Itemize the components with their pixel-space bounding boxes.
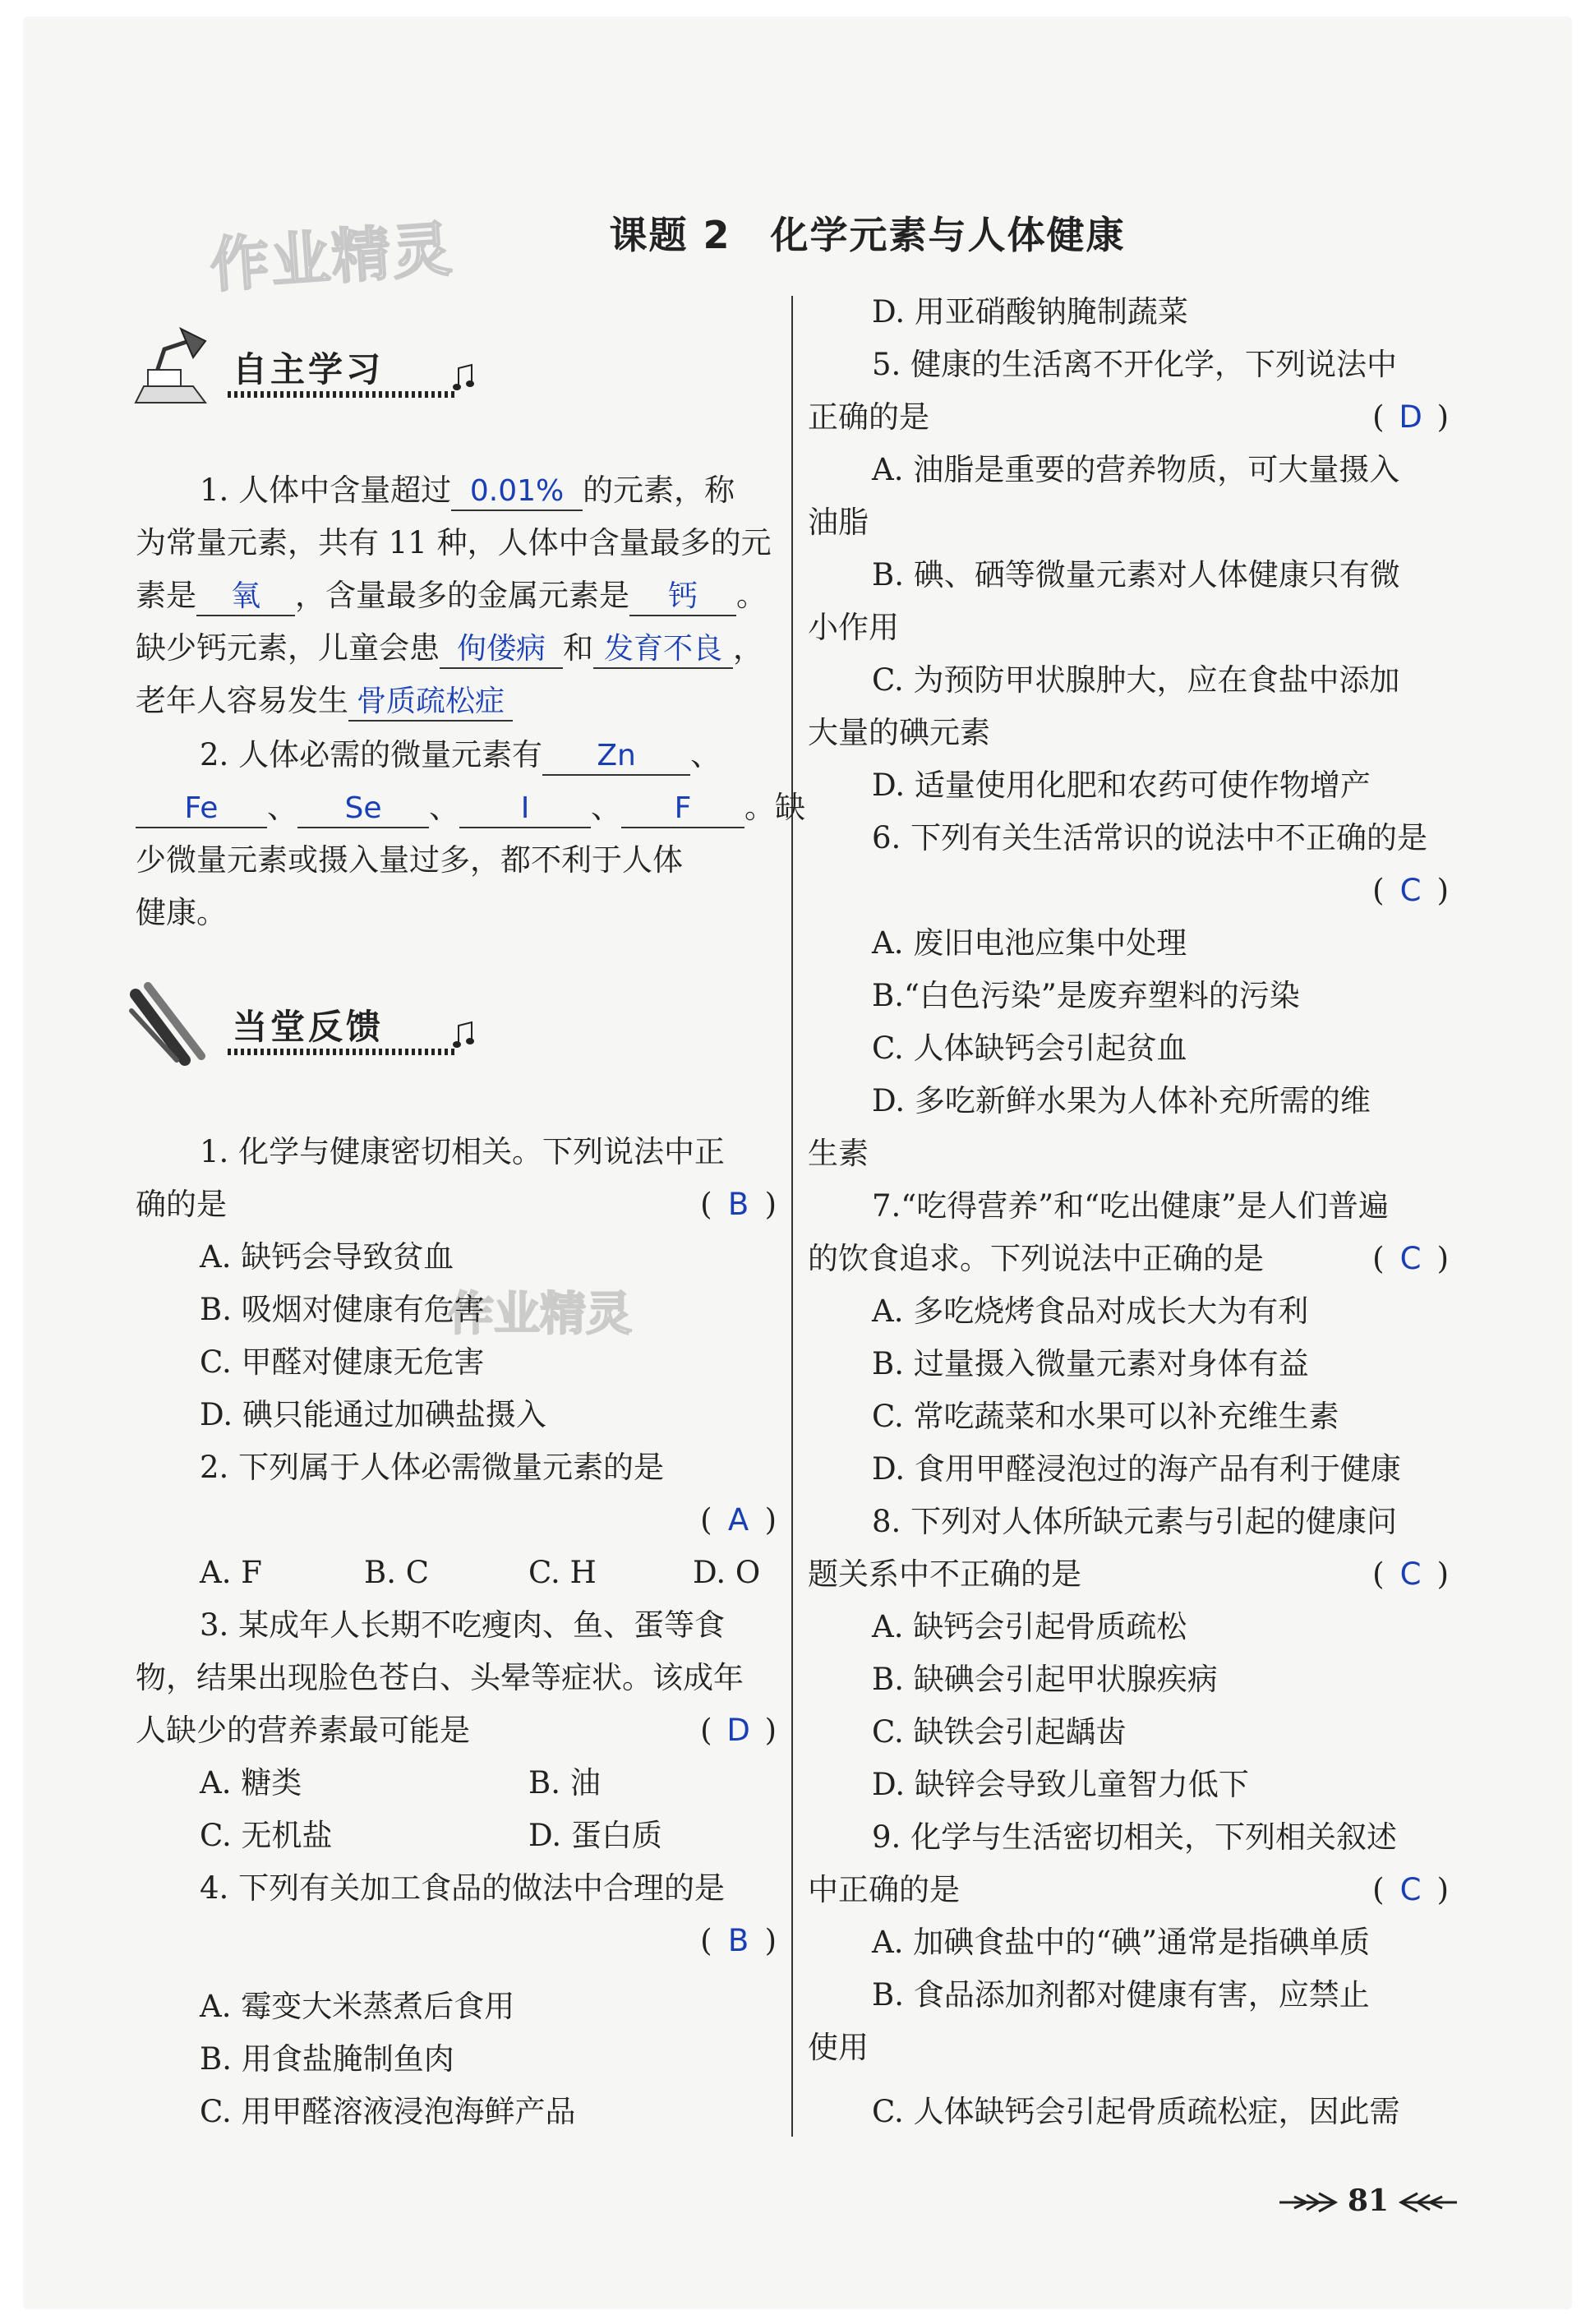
text: 和 [563, 630, 593, 666]
fb-q7-stem2 [808, 1233, 1449, 1285]
answer-bracket: ( C ) [1372, 1864, 1449, 1916]
ss-q2-line3: 少微量元素或摄入量过多，都不利于人体 [136, 842, 683, 878]
option: D. 蛋白质 [528, 1818, 662, 1853]
fb-q9-stem: 9. 化学与生活密切相关，下列相关叙述 [872, 1819, 1398, 1855]
option: B. C [364, 1555, 430, 1590]
answer-bracket: ( C ) [1372, 1233, 1449, 1285]
watermark-logo: 作业精灵 [207, 214, 456, 301]
answer-blank: 0.01% [451, 473, 583, 511]
fb-q8-stem2 [808, 1548, 1449, 1601]
option: A. 糖类 [200, 1765, 302, 1801]
option: A. 霉变大米蒸煮后食用 [200, 1989, 515, 2024]
answer-bracket: ( D ) [700, 1704, 777, 1757]
answer-value: B [727, 1923, 749, 1958]
text: 1. 人体中含量超过 [200, 473, 452, 508]
text: 。缺 [744, 790, 805, 825]
answer-bracket: ( A ) [700, 1494, 777, 1547]
option-cont: 生素 [808, 1136, 869, 1171]
option: C. 常吃蔬菜和水果可以补充维生素 [872, 1399, 1339, 1434]
text: 、 [267, 790, 297, 825]
text: 、 [690, 737, 721, 772]
answer-bracket: ( C ) [1372, 1548, 1449, 1601]
answer-blank: 氧 [196, 579, 295, 616]
answer-blank: Se [297, 791, 429, 828]
fb-q4-stem: 4. 下列有关加工食品的做法中合理的是 [200, 1870, 726, 1906]
text: 缺少钙元素，儿童会患 [136, 630, 440, 666]
answer-blank: 骨质疏松症 [348, 684, 513, 722]
ss-q1-line2: 为常量元素，共有 11 种，人体中含量最多的元 [136, 525, 772, 560]
right-ornament-icon [1397, 2188, 1459, 2216]
fb-q1-stem2 [136, 1178, 777, 1231]
desk-lamp-icon [127, 320, 226, 411]
option: C. 人体缺钙会引起贫血 [872, 1031, 1187, 1066]
option: D. 用亚硝酸钠腌制蔬菜 [872, 294, 1188, 330]
pens-icon [127, 978, 226, 1068]
option-cont: 油脂 [808, 505, 869, 540]
option: C. 为预防甲状腺肿大，应在食盐中添加 [872, 662, 1400, 698]
page-title: 课题 2 化学元素与人体健康 [609, 213, 1126, 257]
ss-q1-line1 [136, 464, 777, 517]
option: A. F [200, 1555, 262, 1590]
fb-q3-options-cd [136, 1810, 777, 1862]
music-note-icon [452, 1019, 477, 1052]
answer-blank: 发育不良 [593, 631, 733, 669]
option: C. 甲醛对健康无危害 [200, 1344, 485, 1380]
text: 的饮食追求。下列说法中正确的是 [808, 1241, 1264, 1276]
answer-blank: 佝偻病 [440, 631, 563, 669]
text: 人缺少的营养素最可能是 [136, 1713, 470, 1748]
answer-blank: Fe [136, 791, 267, 828]
column-divider [791, 296, 793, 2137]
text: 素是 [136, 578, 196, 613]
option: D. 缺锌会导致儿童智力低下 [872, 1767, 1249, 1802]
option: B. 碘、硒等微量元素对人体健康只有微 [872, 557, 1400, 593]
option: A. 油脂是重要的营养物质，可大量摄入 [872, 452, 1400, 487]
option: B. 油 [528, 1765, 601, 1801]
fb-q3-stem3 [136, 1704, 777, 1757]
option: C. H [528, 1555, 597, 1590]
fb-q3-options-ab [136, 1757, 777, 1810]
fb-q3-stem: 3. 某成年人长期不吃瘦肉、鱼、蛋等食 [200, 1607, 726, 1643]
option: D. 食用甲醛浸泡过的海产品有利于健康 [872, 1451, 1401, 1487]
page-number-block [1278, 2182, 1459, 2223]
ss-q2-line4: 健康。 [136, 895, 227, 930]
section-self-study [127, 320, 473, 411]
text: 正确的是 [808, 399, 929, 435]
option: B.“白色污染”是废弃塑料的污染 [872, 978, 1300, 1013]
answer-bracket: ( C ) [1372, 865, 1449, 917]
answer-value: C [1399, 1241, 1422, 1276]
ss-q2-line2 [136, 782, 805, 834]
fb-q9-stem2 [808, 1864, 1449, 1916]
option: B. 吸烟对健康有危害 [200, 1292, 485, 1327]
option-cont: 小作用 [808, 610, 899, 645]
text: 的元素，称 [583, 473, 735, 508]
fb-q6-stem: 6. 下列有关生活常识的说法中不正确的是 [872, 820, 1428, 855]
music-note-icon [452, 362, 477, 394]
text: 。 [736, 578, 767, 613]
ss-q1-line4 [136, 622, 777, 675]
left-ornament-icon [1278, 2188, 1339, 2216]
option: D. O [693, 1555, 761, 1590]
option: C. 无机盐 [200, 1818, 333, 1853]
text: 题关系中不正确的是 [808, 1556, 1081, 1592]
section-feedback [127, 978, 473, 1068]
option: B. 过量摄入微量元素对身体有益 [872, 1346, 1309, 1381]
section-label: 当堂反馈 [226, 1001, 390, 1054]
option: D. 适量使用化肥和农药可使作物增产 [872, 768, 1371, 803]
text: 2. 人体必需的微量元素有 [200, 737, 543, 772]
page-number: 81 [1347, 2183, 1390, 2218]
ss-q2-line1 [136, 729, 777, 782]
fb-q3-stem2: 物，结果出现脸色苍白、头晕等症状。该成年 [136, 1660, 744, 1695]
section-label: 自主学习 [226, 344, 390, 396]
answer-blank: 钙 [629, 579, 736, 616]
option: B. 用食盐腌制鱼肉 [200, 2041, 454, 2077]
option: A. 废旧电池应集中处理 [872, 925, 1187, 961]
option-cont: 使用 [808, 2030, 869, 2065]
fb-q5-stem: 5. 健康的生活离不开化学，下列说法中 [872, 347, 1398, 382]
answer-value: C [1399, 1872, 1422, 1907]
answer-blank: F [621, 791, 744, 828]
option: B. 食品添加剂都对健康有害，应禁止 [872, 1977, 1370, 2013]
fb-q2-stem: 2. 下列属于人体必需微量元素的是 [200, 1450, 665, 1485]
answer-bracket: ( D ) [1372, 391, 1449, 444]
option: D. 多吃新鲜水果为人体补充所需的维 [872, 1083, 1371, 1118]
answer-value: C [1399, 1556, 1422, 1592]
answer-bracket: ( B ) [700, 1178, 777, 1231]
option: B. 缺碘会引起甲状腺疾病 [872, 1662, 1218, 1697]
answer-value: C [1399, 873, 1422, 908]
fb-q7-stem: 7.“吃得营养”和“吃出健康”是人们普遍 [872, 1188, 1389, 1224]
answer-value: A [727, 1502, 749, 1538]
text: 中正确的是 [808, 1872, 960, 1907]
text: 、 [591, 790, 621, 825]
text: ， [733, 630, 763, 666]
answer-blank: Zn [542, 738, 690, 776]
fb-q2-options [136, 1547, 777, 1599]
answer-value: B [727, 1187, 749, 1222]
option: A. 缺钙会引起骨质疏松 [872, 1609, 1187, 1644]
ss-q1-line5 [136, 675, 777, 727]
option: D. 碘只能通过加碘盐摄入 [200, 1397, 546, 1432]
option: A. 多吃烧烤食品对成长大为有利 [872, 1293, 1309, 1329]
option: C. 缺铁会引起龋齿 [872, 1714, 1127, 1750]
ss-q1-line3 [136, 569, 777, 622]
section-underline [228, 391, 458, 398]
fb-q1-stem: 1. 化学与健康密切相关。下列说法中正 [200, 1134, 726, 1169]
text: 老年人容易发生 [136, 683, 348, 718]
text: 确的是 [136, 1187, 227, 1222]
fb-q8-stem: 8. 下列对人体所缺元素与引起的健康问 [872, 1504, 1398, 1539]
section-underline [228, 1049, 458, 1055]
option: A. 加碘食盐中的“碘”通常是指碘单质 [872, 1925, 1371, 1960]
text: ，含量最多的金属元素是 [295, 578, 629, 613]
option: A. 缺钙会导致贫血 [200, 1239, 454, 1275]
option: C. 用甲醛溶液浸泡海鲜产品 [200, 2094, 576, 2129]
answer-bracket: ( B ) [700, 1915, 777, 1967]
answer-value: D [1399, 399, 1422, 435]
watermark-logo-center: 作业精灵 [448, 1288, 632, 1341]
option-cont: 大量的碘元素 [808, 715, 990, 750]
option: C. 人体缺钙会引起骨质疏松症，因此需 [872, 2094, 1400, 2129]
text: 、 [429, 790, 459, 825]
answer-blank: I [459, 791, 591, 828]
answer-value: D [726, 1713, 750, 1748]
fb-q5-stem2 [808, 391, 1449, 444]
